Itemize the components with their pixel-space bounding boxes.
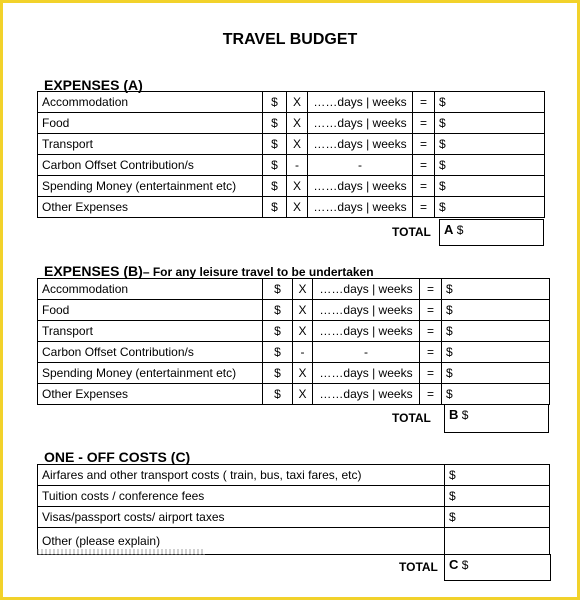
cost-item-label: Tuition costs / conference fees: [38, 486, 445, 507]
period-input-cell[interactable]: ……days | weeks: [313, 279, 420, 300]
table-row: [38, 342, 550, 363]
currency-input-cell[interactable]: $: [263, 113, 287, 134]
section-b-title: EXPENSES (B): [44, 263, 143, 279]
total-b-currency: $: [461, 408, 469, 422]
period-input-cell[interactable]: ……days | weeks: [308, 197, 413, 218]
expense-item-label: Carbon Offset Contribution/s: [38, 155, 263, 176]
total-b-label: TOTAL: [392, 411, 431, 425]
table-row: [38, 92, 545, 113]
period-input-cell[interactable]: ……days | weeks: [308, 92, 413, 113]
total-a-label: TOTAL: [392, 225, 431, 239]
operator-cell: -: [287, 155, 308, 176]
total-a-currency: $: [456, 223, 464, 237]
equals-cell: =: [420, 279, 442, 300]
result-input-cell[interactable]: $: [442, 363, 550, 384]
operator-cell: X: [287, 134, 308, 155]
period-input-cell[interactable]: ……days | weeks: [308, 113, 413, 134]
result-input-cell[interactable]: $: [442, 384, 550, 405]
result-input-cell[interactable]: $: [442, 342, 550, 363]
total-c-currency: $: [461, 558, 469, 572]
section-b-heading: [44, 263, 374, 279]
equals-cell: =: [413, 176, 435, 197]
expenses-a-rows: [38, 92, 545, 218]
period-input-cell[interactable]: ……days | weeks: [313, 321, 420, 342]
result-input-cell[interactable]: $: [435, 92, 545, 113]
result-input-cell[interactable]: $: [435, 197, 545, 218]
operator-cell: X: [287, 176, 308, 197]
period-input-cell[interactable]: ……days | weeks: [308, 176, 413, 197]
period-input-cell[interactable]: ……days | weeks: [308, 134, 413, 155]
result-input-cell[interactable]: $: [442, 300, 550, 321]
equals-cell: =: [420, 321, 442, 342]
operator-cell: X: [287, 113, 308, 134]
cost-item-label: Visas/passport costs/ airport taxes: [38, 507, 445, 528]
result-input-cell[interactable]: $: [442, 279, 550, 300]
currency-input-cell[interactable]: $: [263, 342, 293, 363]
expense-item-label: Food: [38, 300, 263, 321]
result-input-cell[interactable]: $: [435, 134, 545, 155]
table-row: [38, 384, 550, 405]
equals-cell: =: [413, 92, 435, 113]
table-row: [38, 363, 550, 384]
one-off-costs-rows: [38, 465, 550, 555]
operator-cell: X: [287, 197, 308, 218]
total-c-label: TOTAL: [399, 560, 438, 574]
result-input-cell[interactable]: $: [435, 113, 545, 134]
operator-cell: X: [287, 92, 308, 113]
currency-input-cell[interactable]: $: [263, 300, 293, 321]
currency-input-cell[interactable]: $: [263, 384, 293, 405]
section-c-heading: [44, 449, 190, 465]
equals-cell: =: [420, 300, 442, 321]
currency-input-cell[interactable]: $: [263, 134, 287, 155]
total-a-field[interactable]: [439, 219, 544, 246]
result-input-cell[interactable]: $: [435, 176, 545, 197]
table-row: [38, 113, 545, 134]
currency-input-cell[interactable]: $: [263, 363, 293, 384]
total-c-field[interactable]: [444, 554, 551, 581]
total-c-letter: C: [449, 557, 459, 572]
equals-cell: =: [413, 155, 435, 176]
period-input-cell[interactable]: -: [308, 155, 413, 176]
expense-item-label: Accommodation: [38, 279, 263, 300]
table-row: [38, 197, 545, 218]
cost-amount-cell[interactable]: $: [445, 486, 550, 507]
currency-input-cell[interactable]: $: [263, 197, 287, 218]
currency-input-cell[interactable]: $: [263, 279, 293, 300]
expense-item-label: Accommodation: [38, 92, 263, 113]
section-a-title: EXPENSES (A): [44, 77, 143, 93]
table-row: [38, 134, 545, 155]
cost-item-label: Other (please explain): [38, 528, 445, 555]
equals-cell: =: [420, 342, 442, 363]
operator-cell: -: [293, 342, 313, 363]
section-b-subtitle: – For any leisure travel to be undertaken: [142, 265, 374, 279]
table-row: [38, 176, 545, 197]
period-input-cell[interactable]: ……days | weeks: [313, 363, 420, 384]
table-row: [38, 321, 550, 342]
one-off-costs-table: [37, 464, 550, 555]
currency-input-cell[interactable]: $: [263, 155, 287, 176]
total-b-letter: B: [449, 407, 459, 422]
cost-amount-cell[interactable]: [445, 528, 550, 555]
result-input-cell[interactable]: $: [442, 321, 550, 342]
total-a-letter: A: [444, 222, 454, 237]
cost-item-label: Airfares and other transport costs ( train, bus, taxi fares, etc): [38, 465, 445, 486]
section-c-title: ONE - OFF COSTS (C): [44, 449, 191, 465]
equals-cell: =: [413, 113, 435, 134]
table-row: [38, 507, 550, 528]
expense-item-label: Other Expenses: [38, 197, 263, 218]
operator-cell: X: [293, 300, 313, 321]
expense-item-label: Carbon Offset Contribution/s: [38, 342, 263, 363]
expense-item-label: Other Expenses: [38, 384, 263, 405]
table-row: [38, 300, 550, 321]
expense-item-label: Spending Money (entertainment etc): [38, 176, 263, 197]
table-row: [38, 486, 550, 507]
expenses-b-rows: [38, 279, 550, 405]
operator-cell: X: [293, 384, 313, 405]
currency-input-cell[interactable]: $: [263, 321, 293, 342]
total-b-field[interactable]: [444, 404, 549, 433]
operator-cell: X: [293, 363, 313, 384]
operator-cell: X: [293, 321, 313, 342]
expenses-a-table: [37, 91, 545, 218]
period-input-cell[interactable]: ……days | weeks: [313, 384, 420, 405]
table-row: [38, 279, 550, 300]
currency-input-cell[interactable]: $: [263, 92, 287, 113]
equals-cell: =: [420, 384, 442, 405]
table-row: [38, 465, 550, 486]
expense-item-label: Transport: [38, 321, 263, 342]
operator-cell: X: [293, 279, 313, 300]
expense-item-label: Spending Money (entertainment etc): [38, 363, 263, 384]
page-title: TRAVEL BUDGET: [222, 31, 358, 48]
expense-item-label: Transport: [38, 134, 263, 155]
expense-item-label: Food: [38, 113, 263, 134]
torn-line: [37, 549, 205, 555]
equals-cell: =: [413, 197, 435, 218]
expenses-b-table: [37, 278, 550, 405]
table-row: [38, 155, 545, 176]
period-input-cell[interactable]: ……days | weeks: [313, 300, 420, 321]
cost-amount-cell[interactable]: $: [445, 507, 550, 528]
currency-input-cell[interactable]: $: [263, 176, 287, 197]
equals-cell: =: [420, 363, 442, 384]
equals-cell: =: [413, 134, 435, 155]
result-input-cell[interactable]: $: [435, 155, 545, 176]
period-input-cell[interactable]: -: [313, 342, 420, 363]
cost-amount-cell[interactable]: $: [445, 465, 550, 486]
